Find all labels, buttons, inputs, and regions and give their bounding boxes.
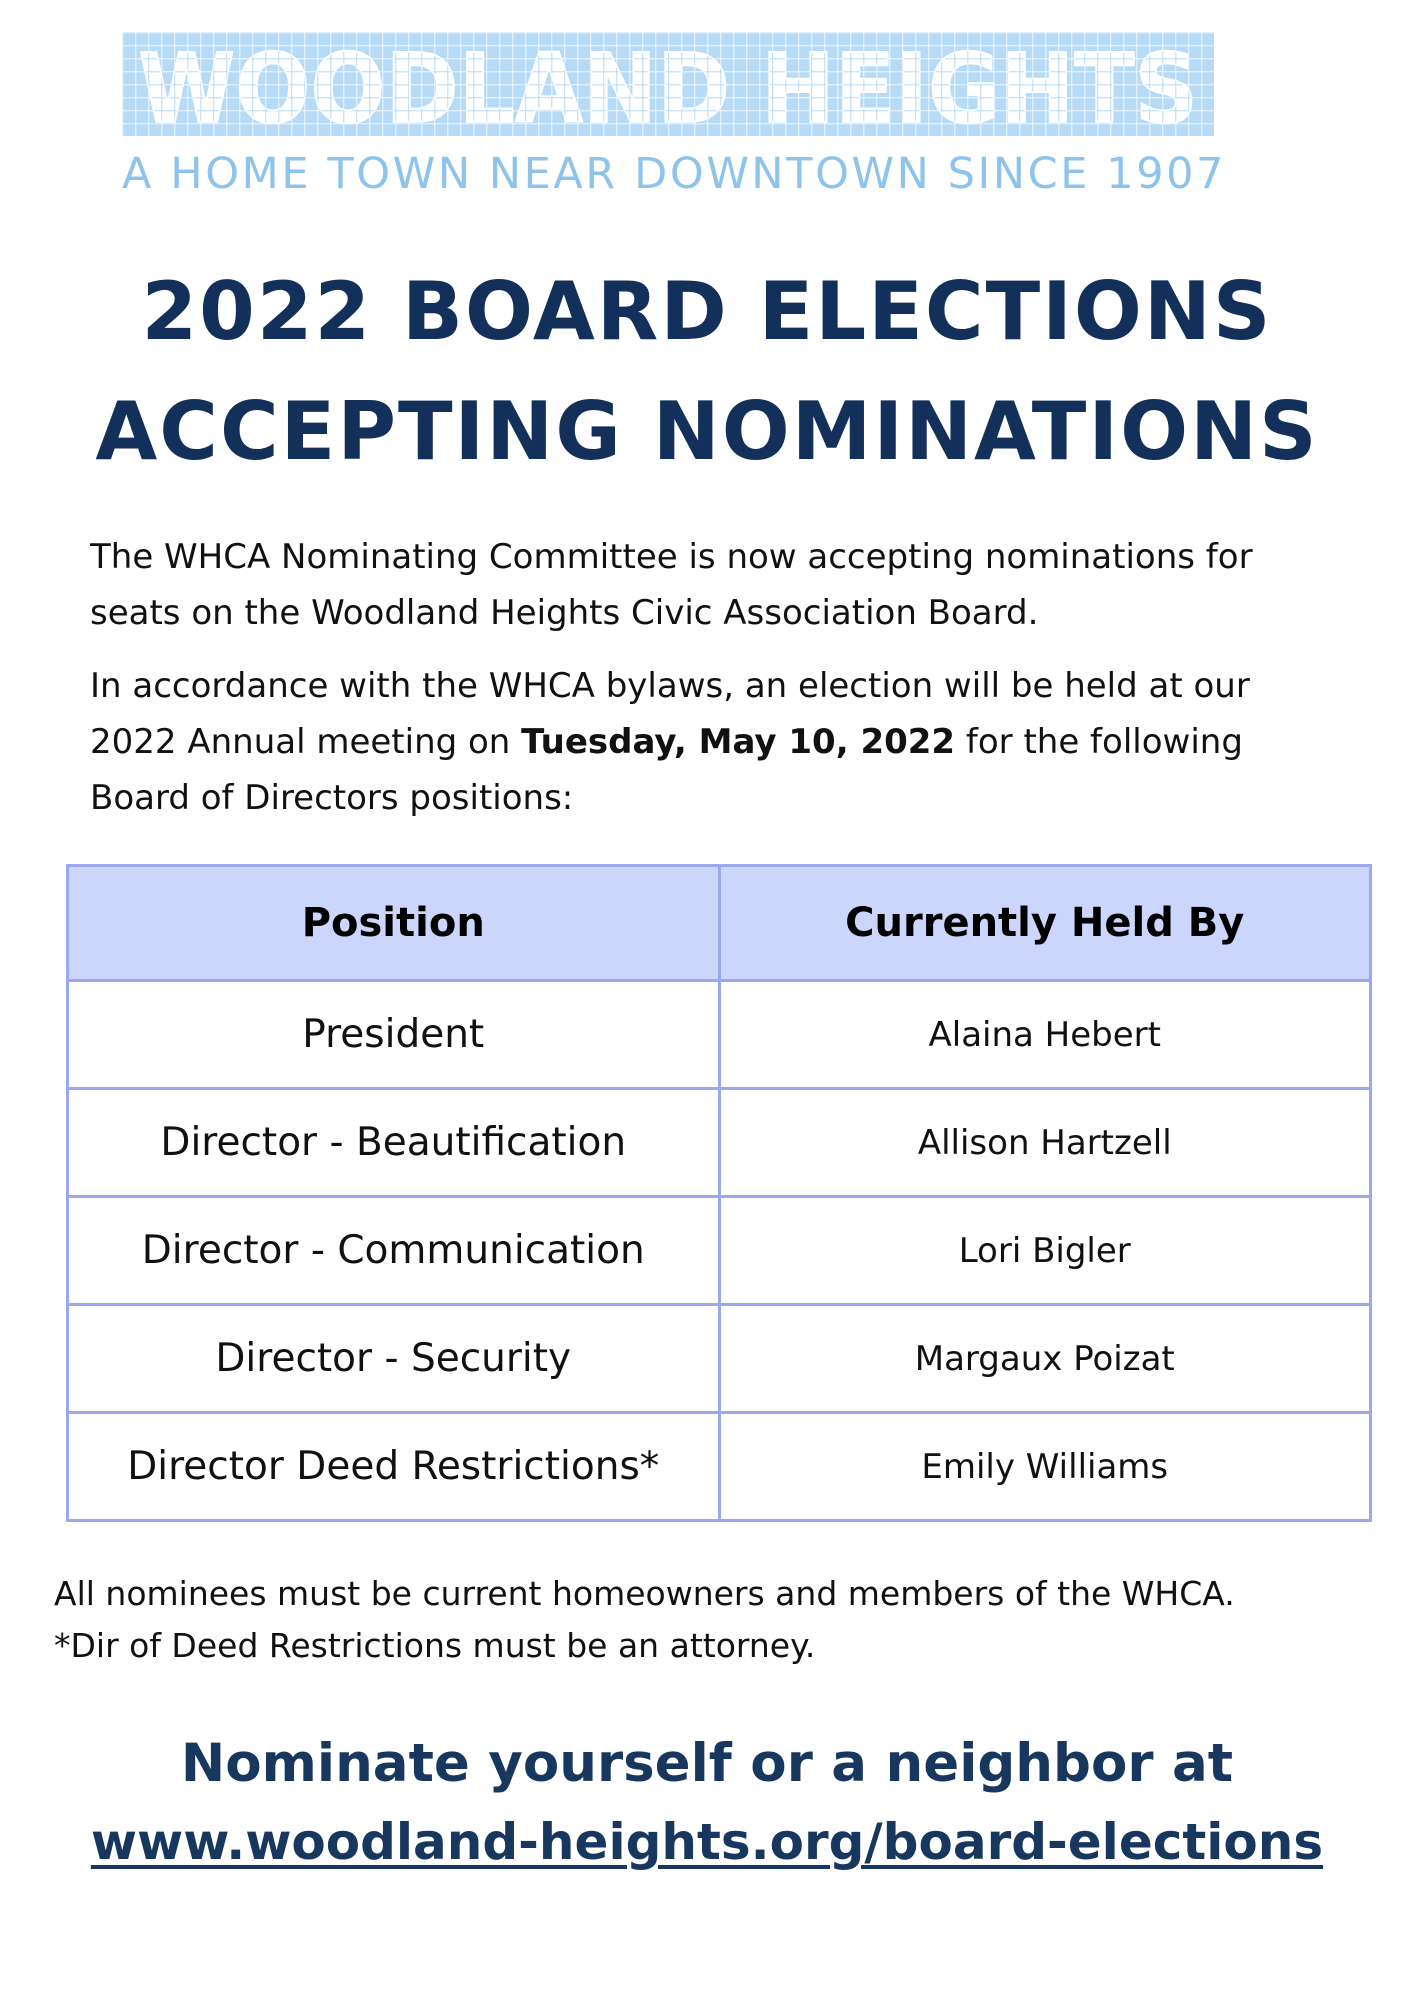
eligibility-note: All nominees must be current homeowners and members of the WHCA. [54,1574,1235,1613]
nominate-call-to-action: Nominate yourself or a neighbor at [180,1733,1234,1794]
held-by-cell: Allison Hartzell [719,1089,1371,1197]
held-by-cell: Margaux Poizat [719,1305,1371,1413]
positions-table-container [66,864,1372,1522]
attorney-note: *Dir of Deed Restrictions must be an attorney. [54,1626,816,1665]
intro-paragraph-1: The WHCA Nominating Committee is now accepting nominations for seats on the Woodland Heights Civic Association Board. [90,537,1253,633]
table-row [68,1305,1371,1413]
position-cell: Director Deed Restrictions* [68,1413,720,1521]
nomination-link[interactable]: www.woodland-heights.org/board-elections [90,1813,1324,1871]
logo-wordmark-graphic [122,32,1214,136]
column-header-held-by: Currently Held By [719,866,1371,981]
table-row [68,981,1371,1089]
held-by-cell: Lori Bigler [719,1197,1371,1305]
column-header-position: Position [68,866,720,981]
intro-paragraph-2 [90,658,1330,826]
headline-line-1: 2022 BOARD ELECTIONS [141,265,1273,358]
table-row [68,1089,1371,1197]
position-cell: Director - Security [68,1305,720,1413]
table-row [68,1413,1371,1521]
nomination-link-container [40,1806,1374,1878]
logo-tagline: A HOME TOWN NEAR DOWNTOWN SINCE 1907 [122,149,1227,199]
table-row [68,1197,1371,1305]
logo-wordmark: WOODLAND HEIGHTS [138,33,1198,136]
position-cell: President [68,981,720,1089]
intro-paragraph-2-tail: for the following Board of Directors positions: [90,722,1243,818]
position-cell: Director - Beautification [68,1089,720,1197]
positions-table [66,864,1372,1522]
held-by-cell: Emily Williams [719,1413,1371,1521]
position-cell: Director - Communication [68,1197,720,1305]
held-by-cell: Alaina Hebert [719,981,1371,1089]
logo [122,32,1214,136]
election-date: Tuesday, May 10, 2022 [521,722,956,762]
intro-paragraph-2-text: In accordance with the WHCA bylaws, an election will be held at our 2022 Annual meeting on [90,666,1250,762]
table-header-row [68,866,1371,981]
headline-line-2: ACCEPTING NOMINATIONS [95,385,1319,478]
